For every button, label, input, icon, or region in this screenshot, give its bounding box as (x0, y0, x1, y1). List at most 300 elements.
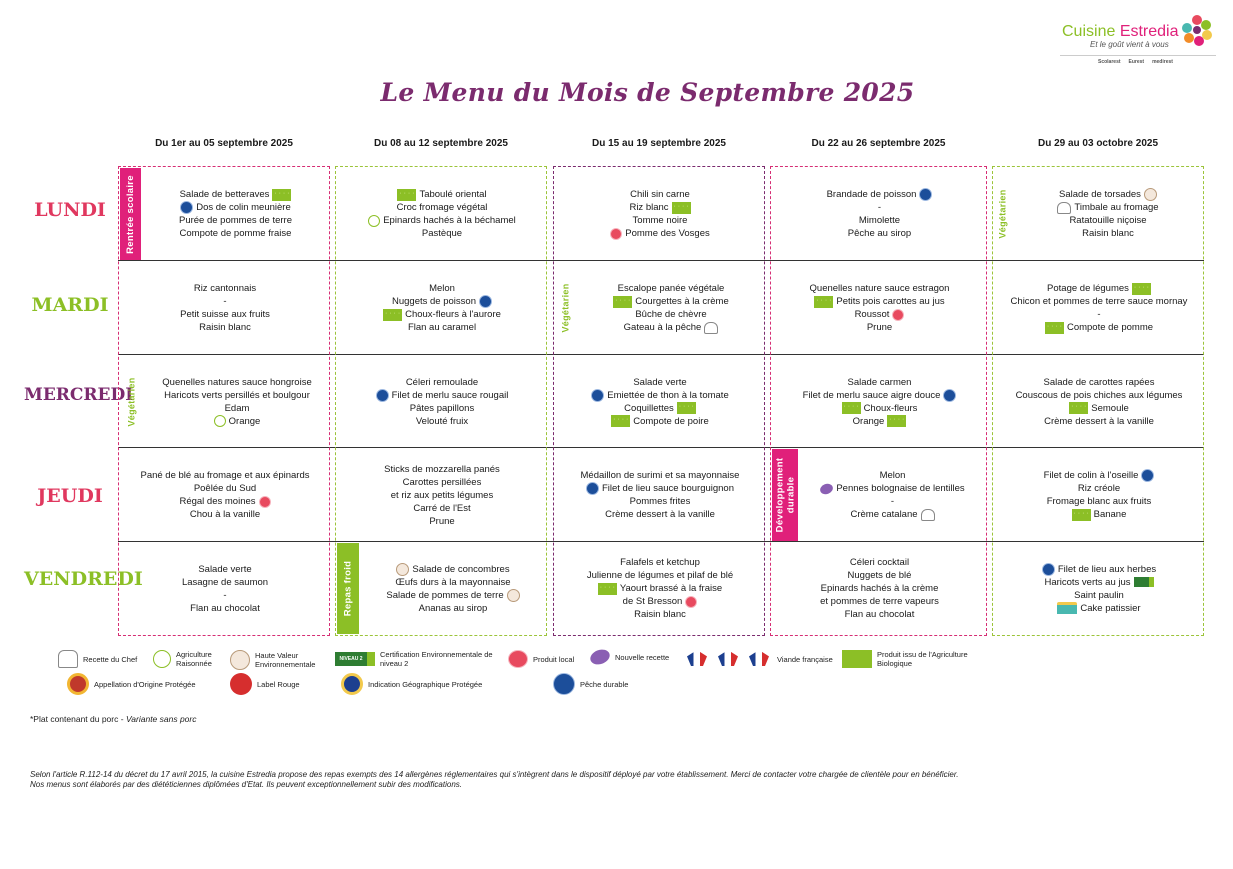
menu-item-text: Céleri cocktail (849, 557, 910, 568)
legend-nouv: Nouvelle recette (590, 650, 669, 664)
menu-cell (144, 356, 330, 447)
menu-item (581, 508, 740, 521)
menu-item (368, 214, 516, 227)
page-title: Le Menu du Mois de Septembre 2025 (380, 78, 915, 107)
viande-francaise-icon (715, 648, 741, 670)
menu-item-text: Quenelles natures sauce hongroise (162, 376, 312, 388)
brand-logo (1060, 14, 1218, 74)
footer-disclaimer: Selon l'article R.112-14 du décret du 17 avril 2015, la cuisine Estredia propose des repas exempts des 14 allergènes réglementaires qui s'intègrent dans le dispositif déployé par votre établissement. Merci de contacter votre chargée de clientèle pour en bénéficier. Nos menus sont élaborés par des diététiciennes diplômées d'Etat. Ils peuvent exceptionnellement subir des modifications. (30, 770, 959, 789)
menu-cell (337, 168, 547, 260)
produit-local-icon (508, 650, 528, 668)
chef-hat-icon (1057, 202, 1071, 214)
menu-item-text: Dos de colin meunière (196, 202, 291, 213)
day-label-vendredi: VENDREDI (24, 568, 143, 590)
menu-item-text: Chicon et pommes de terre sauce mornay (1010, 296, 1188, 307)
menu-item (613, 295, 728, 308)
menu-item-text: Tomme noire (632, 215, 688, 226)
menu-item-text: Orange (852, 415, 885, 427)
menu-item (1044, 495, 1155, 508)
menu-item-text: Salade de pommes de terre (386, 589, 504, 601)
menu-item (587, 582, 733, 595)
menu-item (162, 389, 311, 402)
menu-item (827, 227, 933, 240)
agriculture-biologique-icon (677, 402, 696, 414)
menu-item (179, 214, 292, 227)
menu-item-text: Ratatouille niçoise (1069, 215, 1147, 226)
menu-item (803, 402, 957, 415)
agriculture-biologique-icon (272, 189, 291, 201)
menu-item (610, 214, 710, 227)
menu-item-text: Saint paulin (1074, 589, 1124, 601)
agriculture-biologique-icon (611, 415, 630, 427)
menu-item-text: Pomme des Vosges (625, 228, 710, 239)
menu-item (182, 602, 268, 615)
menu-item (182, 563, 268, 576)
menu-item (386, 602, 519, 615)
menu-cell (120, 449, 330, 541)
menu-item-text: Haricots verts persillés et boulgour (164, 389, 310, 401)
legend-chef: Recette du Chef (58, 650, 137, 668)
menu-item (1042, 602, 1156, 615)
menu-item (820, 569, 939, 582)
menu-item-text: Filet de lieu sauce bourguignon (601, 483, 735, 494)
menu-item-text: Fromage blanc aux fruits (1046, 496, 1152, 507)
agriculture-raisonnee-icon (153, 650, 171, 668)
viande-francaise-icon (684, 648, 710, 670)
menu-item-text: Chili sin carne (630, 189, 690, 200)
menu-item (384, 502, 500, 515)
menu-item-text: Edam (224, 402, 250, 414)
menu-cell (555, 449, 765, 541)
agriculture-biologique-icon (1045, 322, 1064, 334)
menu-item (820, 595, 939, 608)
day-label-jeudi: JEUDI (37, 485, 103, 507)
menu-item (182, 576, 268, 589)
menu-item (368, 227, 516, 240)
produit-local-icon (892, 309, 904, 321)
peche-durable-icon (919, 188, 932, 201)
menu-item-text: - (890, 496, 895, 507)
hve-icon (507, 589, 520, 602)
menu-item-text: Régal des moines (179, 496, 256, 507)
agriculture-raisonnee-icon (214, 415, 226, 427)
peche-durable-icon (553, 673, 575, 695)
menu-item (386, 589, 519, 602)
menu-item-text: Ananas au sirop (418, 602, 488, 614)
menu-item (820, 469, 964, 482)
agriculture-raisonnee-icon (368, 215, 380, 227)
menu-item-text: Courgettes à la crème (635, 296, 729, 307)
menu-item-text: Cake patissier (1080, 602, 1141, 614)
menu-item-text: Salade verte (633, 376, 687, 388)
agriculture-biologique-icon (1072, 509, 1091, 521)
week-header-4: Du 22 au 26 septembre 2025 (811, 138, 946, 149)
menu-item-text: Pané de blé au fromage et aux épinards (140, 470, 310, 481)
menu-item-text: Petits pois carottes au jus (836, 296, 945, 307)
menu-item (1042, 576, 1156, 589)
menu-item-text: Filet de merlu sauce rougail (391, 389, 509, 401)
menu-cell (141, 168, 330, 260)
menu-item (376, 402, 509, 415)
menu-item-text: Sticks de mozzarella panés (384, 463, 500, 475)
menu-item (180, 295, 270, 308)
menu-cell (1012, 168, 1204, 260)
menu-cell (337, 449, 547, 541)
menu-item (1044, 469, 1155, 482)
menu-item (368, 188, 516, 201)
menu-cell (577, 262, 765, 354)
menu-cell (994, 262, 1204, 354)
menu-item (162, 402, 311, 415)
menu-cell (772, 262, 987, 354)
menu-cell (120, 262, 330, 354)
menu-item (384, 476, 500, 489)
menu-item-text: Couscous de pois chiches aux légumes (1015, 389, 1183, 401)
agriculture-biologique-icon (1069, 402, 1088, 414)
peche-durable-icon (943, 389, 956, 402)
agriculture-biologique-icon (598, 583, 617, 595)
menu-item-text: Chou à la vanille (189, 509, 261, 520)
menu-item (827, 214, 933, 227)
menu-cell (772, 168, 987, 260)
menu-item-text: Roussot (854, 309, 890, 320)
menu-item-text: Julienne de légumes et pilaf de blé (586, 570, 734, 581)
menu-item (581, 469, 740, 482)
menu-cell (120, 543, 330, 634)
menu-item (810, 295, 950, 308)
viande-francaise-icon (746, 648, 772, 670)
menu-cell (555, 356, 765, 447)
menu-item-text: Melon (879, 470, 906, 481)
menu-item (1044, 508, 1155, 521)
menu-item-text: Compote de poire (633, 415, 709, 427)
certification-environnementale-icon (1134, 577, 1154, 587)
certification-niveau-2-icon: NIVEAU 2 (335, 652, 375, 666)
menu-item-text: Pennes bolognaise de lentilles (836, 483, 965, 494)
menu-item-text: Epinards hachés à la béchamel (383, 215, 516, 226)
week-header-1: Du 1er au 05 septembre 2025 (155, 138, 293, 149)
menu-item-text: Compote de pomme fraise (179, 228, 292, 239)
menu-item-text: Raisin blanc (1082, 228, 1134, 239)
menu-item (140, 508, 309, 521)
agriculture-biologique-icon (842, 650, 872, 668)
menu-item (803, 415, 957, 428)
menu-item (386, 576, 519, 589)
menu-item (591, 415, 728, 428)
menu-item-text: Raisin blanc (199, 322, 251, 333)
menu-item-text: Pommes frites (629, 496, 691, 507)
legend-igp: Indication Géographique Protégée (341, 673, 482, 695)
menu-item-text: Filet de merlu sauce aigre douce (802, 389, 941, 401)
peche-durable-icon (1042, 563, 1055, 576)
menu-item-text: Nuggets de poisson (392, 296, 476, 307)
menu-item-text: Crème dessert à la vanille (605, 509, 715, 520)
menu-item-text: Crème catalane (850, 509, 918, 520)
menu-item-text: Raisin blanc (634, 609, 686, 620)
menu-cell (555, 543, 765, 634)
chef-hat-icon (921, 509, 935, 521)
produit-local-icon (685, 596, 697, 608)
legend-vf: Viande française (684, 648, 833, 670)
menu-item-text: Yaourt brassé à la fraise (619, 583, 723, 594)
menu-item-text: Filet de colin à l'oseille (1043, 470, 1139, 481)
chef-hat-icon (704, 322, 718, 334)
menu-item-text: Flan au chocolat (190, 602, 260, 614)
menu-item-text: Epinards hachés à la crème (820, 583, 939, 594)
rentree-scolaire-band: Rentrée scolaire (120, 168, 141, 260)
week-header-2: Du 08 au 12 septembre 2025 (374, 138, 508, 149)
menu-item (581, 482, 740, 495)
menu-item (810, 321, 950, 334)
vegetarien-label: Végétarien (561, 283, 571, 333)
legend-cert2: NIVEAU 2 Certification Environnementale de niveau 2 (335, 650, 505, 668)
menu-item (591, 376, 728, 389)
logo-divider (1060, 55, 1216, 56)
menu-item (820, 508, 964, 521)
legend-peche: Pêche durable (553, 673, 628, 695)
menu-cell (337, 356, 547, 447)
menu-item (1011, 321, 1188, 334)
menu-item (820, 582, 939, 595)
agriculture-biologique-icon (397, 189, 416, 201)
hve-icon (396, 563, 409, 576)
menu-item-text: Coquillettes (624, 402, 674, 414)
menu-item (376, 389, 509, 402)
legend-lr: Label Rouge (230, 673, 300, 695)
menu-item (1057, 227, 1158, 240)
nouvelle-recette-icon (819, 482, 835, 496)
menu-item (820, 608, 939, 621)
menu-item (179, 188, 292, 201)
menu-item (587, 608, 733, 621)
week-header-5: Du 29 au 03 octobre 2025 (1037, 138, 1159, 149)
menu-item (376, 376, 509, 389)
menu-item (1042, 563, 1156, 576)
menu-item (1011, 282, 1188, 295)
menu-item (613, 321, 728, 334)
menu-item-text: Riz blanc (629, 202, 669, 213)
menu-item (386, 563, 519, 576)
menu-item-text: Purée de pommes de terre (178, 215, 292, 226)
menu-item (376, 415, 509, 428)
agriculture-biologique-icon (383, 309, 402, 321)
agriculture-biologique-icon (842, 402, 861, 414)
menu-item-text: Taboulé oriental (419, 189, 487, 200)
menu-item-text: Choux-fleurs à l'aurore (405, 309, 501, 320)
menu-item (827, 188, 933, 201)
fruit-logo-icon (1180, 14, 1214, 48)
menu-item (162, 376, 311, 389)
menu-item-text: Pêche au sirop (847, 228, 912, 239)
menu-item-text: Lasagne de saumon (181, 576, 269, 588)
produit-local-icon (259, 496, 271, 508)
menu-item-text: Riz créole (1077, 483, 1121, 494)
menu-item-text: Timbale au fromage (1074, 202, 1159, 213)
menu-item (384, 489, 500, 502)
menu-item (179, 227, 292, 240)
menu-item-text: et pommes de terre vapeurs (820, 596, 939, 607)
menu-item (1016, 415, 1183, 428)
menu-item-text: Filet de lieu aux herbes (1057, 563, 1157, 575)
menu-item-text: Banane (1093, 509, 1127, 520)
menu-item-text: Crème dessert à la vanille (1044, 415, 1154, 427)
menu-item (613, 308, 728, 321)
aop-icon (67, 673, 89, 695)
menu-item-text: Semoule (1091, 402, 1129, 414)
menu-item (140, 495, 309, 508)
chef-hat-icon (58, 650, 78, 668)
menu-item (180, 308, 270, 321)
menu-cell (994, 356, 1204, 447)
menu-cell (555, 168, 765, 260)
igp-icon (341, 673, 363, 695)
menu-item-text: - (223, 296, 227, 307)
menu-item (803, 376, 957, 389)
menu-item (180, 282, 270, 295)
menu-item-text: Brandade de poisson (826, 189, 917, 200)
menu-item (1016, 402, 1183, 415)
menu-item-text: Flan au chocolat (844, 609, 915, 620)
menu-item (827, 201, 933, 214)
menu-item-text: Prune (429, 515, 455, 527)
menu-item (591, 389, 728, 402)
menu-item (810, 308, 950, 321)
menu-item (1044, 482, 1155, 495)
menu-item-text: Poêlée du Sud (193, 483, 257, 494)
pork-note: *Plat contenant du porc - Variante sans porc (30, 714, 197, 724)
menu-item-text: Falafels et ketchup (620, 557, 700, 568)
week-header-3: Du 15 au 19 septembre 2025 (592, 138, 726, 149)
menu-item (140, 482, 309, 495)
menu-item-text: Salade verte (198, 563, 252, 575)
peche-durable-icon (586, 482, 599, 495)
menu-item-text: Médaillon de surimi et sa mayonnaise (580, 470, 740, 481)
menu-item-text: Pâtes papillons (409, 402, 475, 414)
menu-item (162, 415, 311, 428)
menu-item (180, 321, 270, 334)
menu-item (182, 589, 268, 602)
menu-item (1016, 389, 1183, 402)
menu-item-text: Prune (866, 322, 893, 333)
menu-item-text: Orange (228, 415, 261, 427)
menu-cell (337, 262, 547, 354)
menu-item-text: Salade de torsades (1059, 189, 1141, 200)
menu-item-text: Carottes persillées (402, 476, 482, 488)
menu-item (610, 227, 710, 240)
hve-icon (230, 650, 250, 670)
menu-item-text: - (223, 589, 227, 601)
developpement-durable-band: Développement durable (772, 449, 798, 541)
menu-item (1042, 589, 1156, 602)
menu-item (820, 482, 964, 495)
menu-item-text: Emiettée de thon à la tomate (607, 389, 729, 401)
menu-item-text: Salade de betteraves (179, 189, 270, 200)
menu-item-text: Velouté fruix (415, 415, 469, 427)
menu-item (610, 201, 710, 214)
menu-item-text: Potage de légumes (1047, 283, 1129, 294)
brand-name: Cuisine Estredia (1062, 23, 1179, 40)
repas-froid-band: Repas froid (337, 543, 359, 634)
menu-item (383, 282, 501, 295)
menu-item-text: et riz aux petits légumes (390, 489, 494, 501)
menu-item-text: Melon (429, 283, 455, 294)
agriculture-biologique-icon (613, 296, 632, 308)
legend-aop: Appellation d'Origine Protégée (67, 673, 196, 695)
menu-item-text: de St Bresson (622, 596, 683, 607)
menu-item (140, 469, 309, 482)
legend-agri: Agriculture Raisonnée (153, 650, 223, 668)
day-label-lundi: LUNDI (34, 199, 106, 221)
agriculture-biologique-icon (672, 202, 691, 214)
day-label-mardi: MARDI (31, 294, 109, 316)
menu-cell (994, 543, 1204, 634)
legend-hve: Haute Valeur Environnementale (230, 650, 330, 670)
menu-item (1057, 214, 1158, 227)
menu-item-text: Gateau à la pêche (623, 322, 702, 333)
menu-cell (772, 543, 987, 634)
menu-item-text: Nuggets de blé (847, 570, 912, 581)
agriculture-biologique-icon (1132, 283, 1151, 295)
menu-item-text: Petit suisse aux fruits (180, 309, 270, 320)
agriculture-biologique-icon (814, 296, 833, 308)
menu-item-text: Bûche de chèvre (635, 309, 707, 320)
menu-item-text: Salade de concombres (412, 563, 510, 575)
menu-cell (772, 356, 987, 447)
menu-item (1011, 295, 1188, 308)
menu-item-text: Mimolette (858, 215, 901, 226)
menu-item-text: - (1097, 309, 1101, 320)
menu-item-text: Croc fromage végétal (396, 202, 488, 213)
menu-item-text: Choux-fleurs (863, 402, 918, 414)
legend-local: Produit local (508, 650, 574, 668)
menu-item-text: - (877, 202, 882, 213)
menu-item-text: Œufs durs à la mayonnaise (395, 576, 511, 588)
nouvelle-recette-icon (588, 647, 612, 667)
menu-item (1057, 201, 1158, 214)
menu-item (820, 556, 939, 569)
hve-icon (1144, 188, 1157, 201)
menu-item-text: Riz cantonnais (193, 283, 257, 294)
menu-item-text: Compote de pomme (1066, 322, 1154, 333)
menu-item-text: Céleri remoulade (405, 376, 479, 388)
menu-item (587, 556, 733, 569)
menu-item-text: Carré de l'Est (413, 502, 471, 514)
menu-item-text: Quenelles nature sauce estragon (809, 283, 950, 294)
menu-item-text: Flan au caramel (407, 322, 477, 333)
menu-item-text: Salade de carottes rapées (1043, 376, 1155, 388)
peche-durable-icon (1141, 469, 1154, 482)
menu-item (803, 389, 957, 402)
menu-item-text: Pastèque (421, 228, 463, 239)
legend-bio: Produit issu de l'Agriculture Biologique (842, 650, 972, 668)
menu-item-text: Haricots verts au jus (1044, 576, 1131, 588)
menu-item (1057, 188, 1158, 201)
menu-cell (994, 449, 1204, 541)
menu-item (368, 201, 516, 214)
cake-icon (1057, 602, 1077, 614)
menu-item-text: Salade carmen (847, 376, 912, 388)
menu-item (1011, 308, 1188, 321)
vegetarien-label: Végétarien (127, 376, 137, 427)
day-label-mercredi: MERCREDI (24, 385, 134, 405)
menu-cell (359, 543, 547, 634)
menu-item-text: Escalope panée végétale (617, 283, 725, 294)
sub-brands: Scolarest Eurest medirest (1098, 59, 1173, 65)
menu-item (1016, 376, 1183, 389)
vegetarien-label: Végétarien (998, 189, 1008, 239)
menu-item (384, 463, 500, 476)
menu-item (581, 495, 740, 508)
